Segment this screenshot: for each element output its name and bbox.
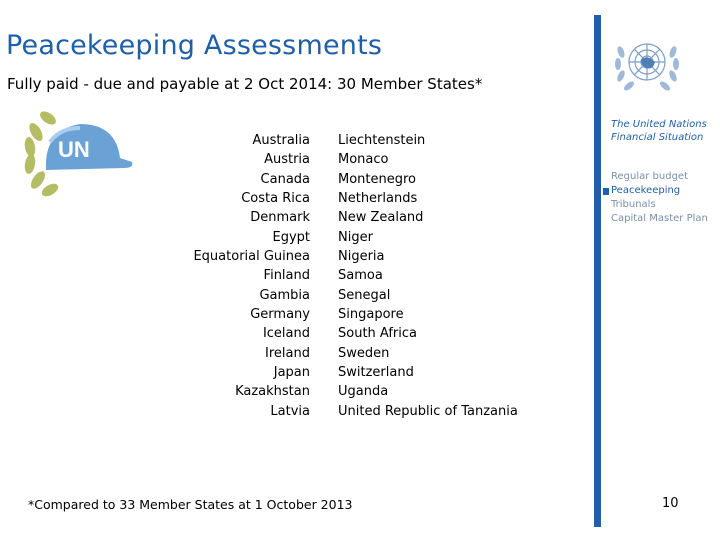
country-name: Netherlands	[338, 191, 418, 207]
sidebar-item-capital-master-plan[interactable]	[603, 212, 718, 226]
country-name: Latvia	[270, 403, 310, 419]
sidebar-item-label: Peacekeeping	[611, 185, 681, 196]
country-name: Iceland	[262, 326, 310, 342]
country-name: Equatorial Guinea	[193, 249, 310, 265]
country-name: Montenegro	[338, 171, 417, 187]
country-name: South Africa	[338, 326, 417, 342]
sidebar-item-label: Tribunals	[611, 199, 656, 210]
country-name: Nigeria	[338, 249, 385, 265]
active-marker-icon	[603, 216, 609, 223]
countries-list-right	[338, 131, 518, 421]
sidebar-item-tribunals[interactable]	[603, 198, 718, 212]
un-emblem-icon	[611, 32, 683, 96]
country-name: Gambia	[259, 287, 310, 303]
active-marker-icon	[603, 174, 609, 181]
country-name: Ireland	[265, 345, 310, 361]
page-number: 10	[662, 496, 679, 511]
country-name: Costa Rica	[241, 191, 310, 207]
country-name: Samoa	[338, 268, 383, 284]
country-name: Canada	[260, 171, 310, 187]
sidebar-item-peacekeeping[interactable]	[603, 184, 718, 198]
country-name: Switzerland	[338, 365, 414, 381]
sidebar-divider	[594, 15, 601, 527]
country-name: Kazakhstan	[235, 384, 310, 400]
country-name: United Republic of Tanzania	[338, 403, 518, 419]
country-name: Austria	[264, 152, 310, 168]
slide-title: Peacekeeping Assessments	[6, 30, 383, 61]
countries-list-left	[193, 131, 310, 421]
country-name: Niger	[338, 229, 373, 245]
sidebar-item-label: Capital Master Plan	[611, 213, 708, 224]
sidebar-item-regular-budget[interactable]	[603, 170, 718, 184]
country-name: Singapore	[338, 307, 404, 323]
active-marker-icon	[603, 188, 609, 195]
country-name: Liechtenstein	[338, 133, 426, 148]
country-name: Uganda	[338, 384, 389, 400]
sidebar-item-label: Regular budget	[611, 171, 688, 182]
country-name: Denmark	[250, 210, 310, 226]
country-name: Finland	[263, 268, 310, 284]
country-name: New Zealand	[338, 210, 424, 226]
active-marker-icon	[603, 202, 609, 209]
country-name: Germany	[250, 307, 310, 323]
sidebar-nav	[603, 170, 718, 226]
country-name: Japan	[273, 365, 310, 381]
country-name: Senegal	[338, 287, 391, 303]
slide-subtitle: Fully paid - due and payable at 2 Oct 2014: 30 Member States*	[7, 75, 483, 93]
country-name: Australia	[252, 133, 310, 148]
country-name: Sweden	[338, 345, 390, 361]
country-name: Egypt	[272, 229, 310, 245]
country-name: Monaco	[338, 152, 389, 168]
sidebar-title: The United Nations Financial Situation	[611, 119, 707, 143]
helmet-un-text: UN	[58, 137, 90, 162]
un-helmet-image	[20, 102, 138, 198]
footnote: *Compared to 33 Member States at 1 October 2013	[28, 497, 353, 512]
